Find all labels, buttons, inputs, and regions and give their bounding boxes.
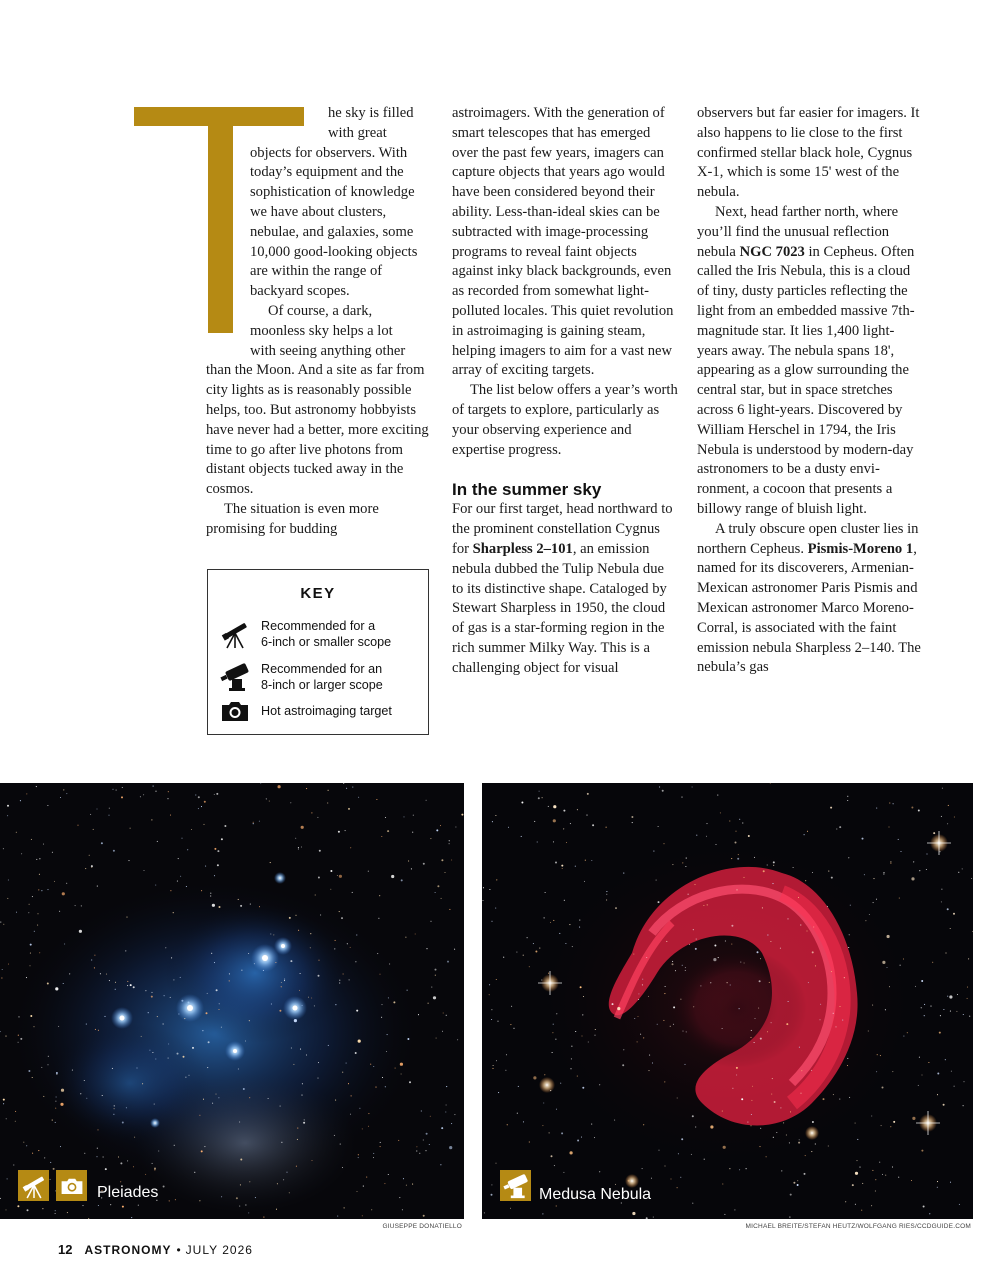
photo-caption-pleiades: Pleiades xyxy=(97,1184,159,1201)
object-name: Pismis-Moreno 1 xyxy=(807,540,914,557)
paragraph-line: Of course, a dark, xyxy=(268,302,373,319)
medusa-nebula-photo xyxy=(482,783,973,1219)
camera-icon xyxy=(60,1177,84,1195)
pleiades-photo xyxy=(0,783,464,1219)
folio-separator: • xyxy=(176,1243,181,1257)
article-column-2 xyxy=(452,104,678,679)
photo-caption-medusa: Medusa Nebula xyxy=(539,1186,652,1203)
section-heading: In the summer sky xyxy=(452,480,602,500)
key-item-label: Recommended for an 8-inch or larger scope xyxy=(261,661,383,692)
small-telescope-badge xyxy=(18,1170,49,1201)
small-telescope-icon xyxy=(220,619,250,649)
object-name: NGC 7023 xyxy=(739,243,805,260)
key-item-astroimaging xyxy=(220,693,425,729)
intro-paragraph-text: objects for observers. With today’s equipment and the sophistication of knowledge we have about clusters, nebulae, and galaxies, some 10,000 good-looking objects are within the range of backyard scopes. xyxy=(250,144,418,300)
large-telescope-badge xyxy=(500,1170,531,1201)
large-telescope-icon xyxy=(503,1173,529,1199)
paragraph-line: with seeing anything other xyxy=(250,342,406,359)
photo-credit-left: GIUSEPPE DONATIELLO xyxy=(382,1223,462,1230)
dropcap-line-1: he sky is filled xyxy=(328,105,414,121)
camera-badge xyxy=(56,1170,87,1201)
key-item-small-scope xyxy=(220,616,425,652)
paragraph: Next, head farther north, where you’ll find the unusual reflection nebula NGC 7023 in Cepheus. Often called the Iris Nebula, this is a cloud of tiny, dusty particles reflecting the light from an embedded massive 7th-magnitude star. It lies 1,400 light-years away. The nebula spans 18', appearing as a glow surrounding the central star, but in space stretches across 6 light-years. Discovered by William Herschel in 1794, the Iris Nebula is understood by modern-day astronomers to be a dusty environment, a cocoon that presents a billowy range of bluish light. xyxy=(697,203,915,517)
dropcap-line-2: with great xyxy=(328,124,387,141)
paragraph: The situation is even more promising for budding xyxy=(206,500,379,537)
key-item-label: Hot astroimaging target xyxy=(261,703,392,718)
camera-icon xyxy=(220,696,250,726)
paragraph: observers but far easier for imagers. It also happens to lie close to the first confirmed stellar black hole, Cygnus X-1, which is some 15' west of the nebula. xyxy=(697,105,920,201)
paragraph: For our first target, head northward to the prominent constellation Cygnus for Sharpless 2–101, an emission nebula dubbed the Tulip Nebula due to its distinctive shape. Cataloged by Stewart Sharpless in 1950, the cloud of gas is a star-forming region in the rich summer Milky Way. This is a challenging object for visual xyxy=(452,501,673,676)
article-column-3 xyxy=(697,104,923,678)
key-title: KEY xyxy=(300,585,336,602)
small-telescope-icon xyxy=(22,1173,46,1199)
photo-credit-right: MICHAEL BREITE/STEFAN HEUTZ/WOLFGANG RIES/CCDGUIDE.COM xyxy=(745,1223,971,1230)
paragraph: astroimagers. With the generation of smart telescopes that has emerged over the past few years, imagers can capture objects that years ago would have been considered beyond their ability. Less-than-ideal skies can be subtracted with image-processing programs to reveal faint objects against inky black backgrounds, even as recorded from somewhat light-polluted locales. This quiet revolution in astroimaging is gaining steam, helping imagers to aim for a vast new array of exciting targets. xyxy=(452,105,674,379)
paragraph: than the Moon. And a site as far from city lights as is reasonably possible helps, too. But astronomy hobbyists have never had a better, more exciting time to go after live photons from distant objects tucked away in the cosmos. xyxy=(206,362,429,498)
paragraph: The list below offers a year’s worth of targets to explore, particularly as your observing experience and expertise progress. xyxy=(452,382,678,458)
key-item-label: Recommended for a 6-inch or smaller scope xyxy=(261,618,392,649)
paragraph: A truly obscure open cluster lies in northern Cepheus. Pismis-Moreno 1, named for its discoverers, Armenian-Mexican astronomer Paris Pismis and Mexican astronomer Marco Moreno-Corral, is associated with the faint emission nebula Sharpless 2–140. The nebula’s gas xyxy=(697,520,921,676)
paragraph-line: moonless sky helps a lot xyxy=(250,322,393,339)
article-column-1 xyxy=(206,104,432,540)
page-number: 12 xyxy=(58,1242,73,1257)
magazine-name: ASTRONOMY xyxy=(84,1243,172,1257)
issue-date: JULY 2026 xyxy=(185,1243,253,1257)
object-name: Sharpless 2–101 xyxy=(472,540,573,557)
key-item-large-scope xyxy=(220,659,425,695)
large-telescope-icon xyxy=(220,662,250,692)
key-legend-box xyxy=(207,569,429,735)
page-folio xyxy=(58,1242,253,1257)
